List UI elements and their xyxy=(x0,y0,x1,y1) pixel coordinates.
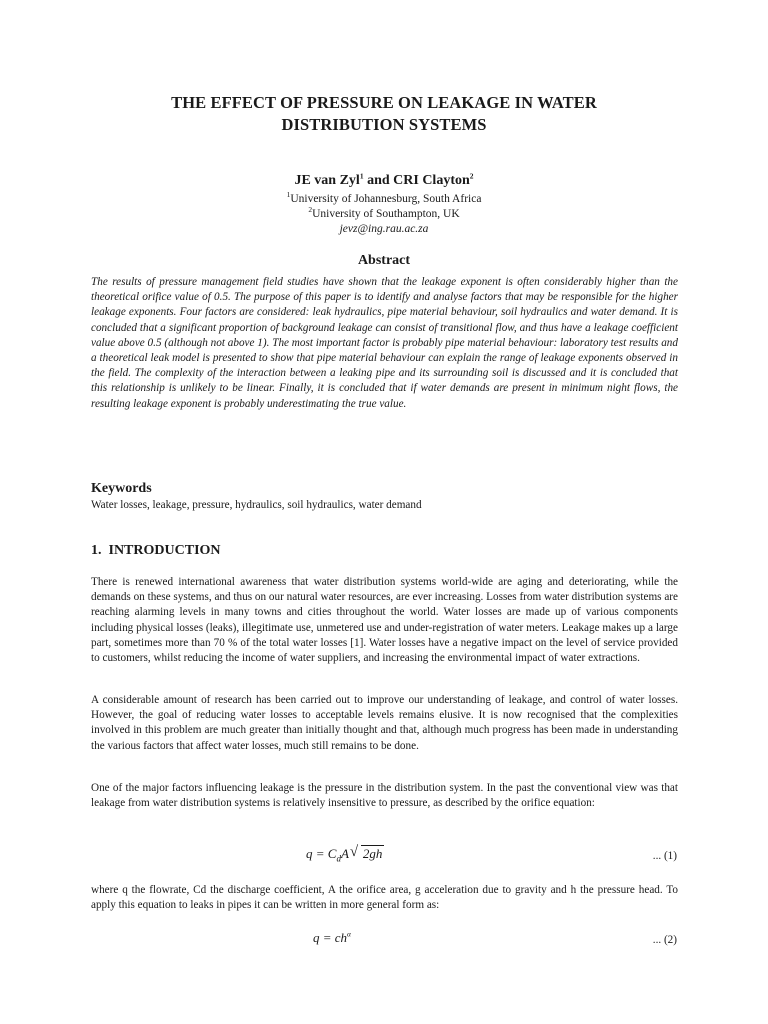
equation-2 xyxy=(313,930,351,946)
affiliation-2 xyxy=(0,205,768,220)
title-line-1: THE EFFECT OF PRESSURE ON LEAKAGE IN WATER xyxy=(171,93,597,112)
equation-1 xyxy=(306,846,384,864)
author-email: jevz@ing.rau.ac.za xyxy=(339,223,429,235)
equation-1-area: A xyxy=(340,846,349,861)
affiliation-2-sup: 2 xyxy=(308,205,313,215)
equation-1-radicand: 2gh xyxy=(362,846,383,861)
equation-2-exponent: α xyxy=(347,929,351,939)
abstract-heading: Abstract xyxy=(357,253,411,268)
sqrt-symbol xyxy=(351,846,385,862)
author-2-sup: 2 xyxy=(469,171,474,181)
author-2: and CRI Clayton xyxy=(363,173,470,188)
author-1: JE van Zyl xyxy=(294,173,360,188)
author-line xyxy=(0,173,768,189)
abstract-body: The results of pressure management field studies have shown that the leakage exponent is often considerably higher than the theoretical orifice value of 0.5. The purpose of this paper is to identify and analyse factors that may be responsible for the higher leakage exponents. Four factors are considered: leak hydraulics, pipe material behaviour, soil hydraulics and water demand. It is concluded that a significant proportion of background leakage can consist of transitional flow, and thus have a leakage coefficient value above 0.5 (although not above 1). The most important factor is probably pipe material behaviour: laboratory test results and a theoretical leak model is presented to show that pipe material behaviour can explain the range of leakage exponents observed in the field. The complexity of the interaction between a leaking pipe and its surrounding soil is discussed and it is concluded that this relationship is unlikely to be linear. Finally, it is concluded that if water demands are present in minimum night flows, the resulting leakage exponent is probably underestimating the true value. xyxy=(91,276,678,410)
equation-1-lhs: q = C xyxy=(306,846,337,861)
paper-title xyxy=(90,92,678,136)
equation-2-number: ... (2) xyxy=(652,934,677,946)
section-heading-introduction: 1. INTRODUCTION xyxy=(91,543,221,558)
intro-paragraph-3: One of the major factors influencing leakage is the pressure in the distribution system. In the past the conventional view was that leakage from water distribution systems is relatively insensitive to pressure, as described by the orifice equation: xyxy=(91,782,678,810)
intro-paragraph-1: There is renewed international awareness that water distribution systems world-wide are aging and deteriorating, while the demands on these systems, and thus on our natural water resources, are ever increasing. Losses from water distribution systems are reaching alarming levels in many towns and cities throughout the world. Water losses are made up of various components including physical losses (leaks), illegitimate use, unmetered use and under-registration of water meters. Leakage makes up a large part, sometimes more than 70 % of the total water losses [1]. Water losses have a negative impact on the level of service provided to customers, whilst reducing the income of water suppliers, and increasing the environmental impact of water extractions. xyxy=(91,576,678,665)
keywords-body: Water losses, leakage, pressure, hydraulics, soil hydraulics, water demand xyxy=(91,499,422,511)
affiliation-1-text: University of Johannesburg, South Africa xyxy=(290,193,482,205)
equation-2-lhs: q = ch xyxy=(313,930,348,945)
keywords-heading: Keywords xyxy=(91,481,152,496)
equation-1-subscript: d xyxy=(336,853,341,864)
title-line-2: DISTRIBUTION SYSTEMS xyxy=(281,115,487,134)
equation-1-number: ... (1) xyxy=(652,850,677,862)
author-1-sup: 1 xyxy=(359,171,364,181)
intro-paragraph-2: A considerable amount of research has been carried out to improve our understanding of leakage, and control of water losses. However, the goal of reducing water losses to acceptable levels remains elusive. It is now recognised that the complexities involved in this problem are much greater than initially thought and that, although much progress has been made in understanding the various factors that affect water losses, much still remains to be done. xyxy=(91,694,678,752)
affiliation-2-text: University of Southampton, UK xyxy=(312,208,460,220)
intro-paragraph-4: where q the flowrate, Cd the discharge coefficient, A the orifice area, g acceleration due to gravity and h the pressure head. To apply this equation to leaks in pipes it can be written in more general form as: xyxy=(91,884,678,912)
affiliation-1 xyxy=(0,190,768,205)
affiliation-1-sup: 1 xyxy=(286,190,291,200)
